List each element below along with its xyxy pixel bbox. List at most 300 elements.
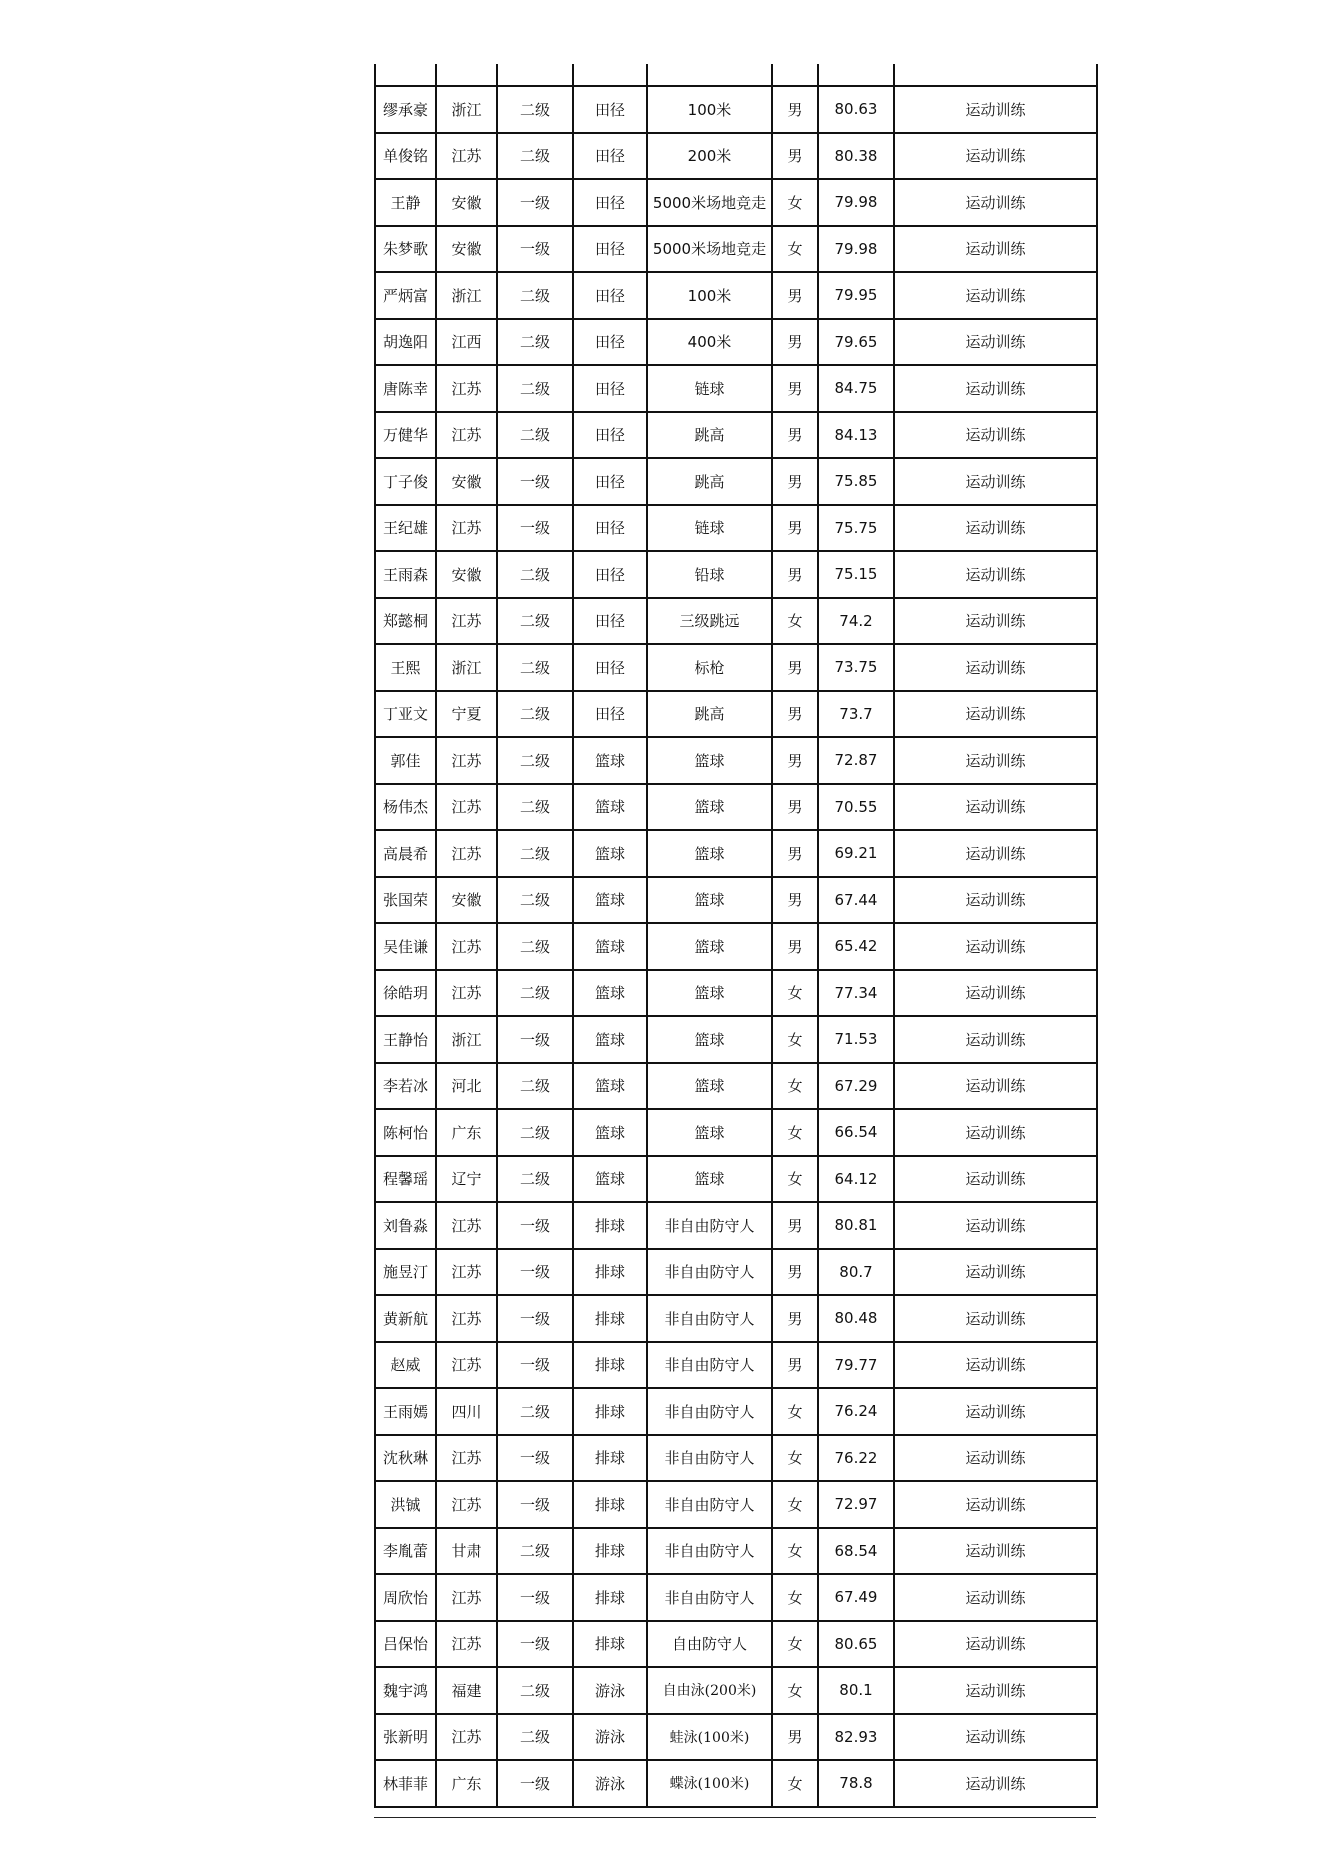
table-row	[375, 1760, 1097, 1807]
cell-province: 安徽	[436, 179, 497, 226]
cell-sport: 篮球	[573, 970, 647, 1017]
table-row	[375, 737, 1097, 784]
cell-major: 运动训练	[894, 1621, 1097, 1668]
cell-athlete-level: 一级	[497, 458, 573, 505]
cell-athlete-level: 一级	[497, 1481, 573, 1528]
table-row	[375, 877, 1097, 924]
cell-score: 75.85	[818, 458, 894, 505]
table-row	[375, 226, 1097, 273]
cell-major: 运动训练	[894, 1528, 1097, 1575]
cell-name: 施昱汀	[375, 1249, 436, 1296]
cell-province: 江苏	[436, 1295, 497, 1342]
cell-event: 蛙泳(100米)	[647, 1714, 772, 1761]
cell-event: 5000米场地竞走	[647, 179, 772, 226]
cell-province: 江苏	[436, 1202, 497, 1249]
cell-sport: 篮球	[573, 737, 647, 784]
cell-name: 李胤蕾	[375, 1528, 436, 1575]
cell-province: 浙江	[436, 1016, 497, 1063]
cell-province: 江苏	[436, 737, 497, 784]
cell-major: 运动训练	[894, 598, 1097, 645]
cell-score: 84.13	[818, 412, 894, 459]
cell-athlete-level: 二级	[497, 272, 573, 319]
cell-athlete-level: 二级	[497, 1388, 573, 1435]
cell-name: 王熙	[375, 644, 436, 691]
cell-event: 非自由防守人	[647, 1435, 772, 1482]
cell-score: 75.75	[818, 505, 894, 552]
cell-gender: 女	[772, 1109, 818, 1156]
cell-gender: 男	[772, 551, 818, 598]
cell-province: 江苏	[436, 505, 497, 552]
cell-name: 朱梦歌	[375, 226, 436, 273]
cell-major: 运动训练	[894, 1342, 1097, 1389]
table-row	[375, 1574, 1097, 1621]
cell-athlete-level: 二级	[497, 86, 573, 133]
cell-athlete-level: 二级	[497, 1063, 573, 1110]
cell-province: 河北	[436, 1063, 497, 1110]
cell-event: 三级跳远	[647, 598, 772, 645]
cell-name: 王雨森	[375, 551, 436, 598]
cell-athlete-level: 二级	[497, 737, 573, 784]
cell-name: 洪铖	[375, 1481, 436, 1528]
cell-gender: 女	[772, 1760, 818, 1807]
cell-score: 69.21	[818, 830, 894, 877]
cell-name: 周欣怡	[375, 1574, 436, 1621]
cell-gender: 女	[772, 1156, 818, 1203]
table-row	[375, 970, 1097, 1017]
cell-sport: 篮球	[573, 1156, 647, 1203]
cell-province: 江苏	[436, 1342, 497, 1389]
cell-athlete-level: 二级	[497, 319, 573, 366]
cell-name: 丁亚文	[375, 691, 436, 738]
cell-province: 四川	[436, 1388, 497, 1435]
cell-province: 江苏	[436, 830, 497, 877]
cell-athlete-level: 一级	[497, 1202, 573, 1249]
cell-score: 82.93	[818, 1714, 894, 1761]
cell-gender: 男	[772, 1249, 818, 1296]
cell-score: 79.98	[818, 179, 894, 226]
cell-sport: 篮球	[573, 1016, 647, 1063]
cell-sport: 田径	[573, 226, 647, 273]
cell-sport: 排球	[573, 1295, 647, 1342]
cell-gender: 女	[772, 226, 818, 273]
table-row	[375, 1435, 1097, 1482]
cell-score: 76.22	[818, 1435, 894, 1482]
cell-province: 江苏	[436, 923, 497, 970]
cell-event: 链球	[647, 365, 772, 412]
cell-sport: 篮球	[573, 830, 647, 877]
cell-sport: 篮球	[573, 877, 647, 924]
cell-score: 65.42	[818, 923, 894, 970]
cell-event: 铅球	[647, 551, 772, 598]
cell-name: 高晨希	[375, 830, 436, 877]
cell-major: 运动训练	[894, 1714, 1097, 1761]
cell-gender: 男	[772, 319, 818, 366]
table-row	[375, 691, 1097, 738]
cell-event: 篮球	[647, 1016, 772, 1063]
cell-event: 跳高	[647, 691, 772, 738]
cell-score: 80.65	[818, 1621, 894, 1668]
cell-province: 安徽	[436, 551, 497, 598]
cell-athlete-level: 二级	[497, 923, 573, 970]
cell-major: 运动训练	[894, 1574, 1097, 1621]
cell-sport: 田径	[573, 691, 647, 738]
cell-athlete-level: 二级	[497, 691, 573, 738]
cell-gender: 男	[772, 1714, 818, 1761]
cell-event: 非自由防守人	[647, 1202, 772, 1249]
cell-sport: 篮球	[573, 923, 647, 970]
cell-score: 70.55	[818, 784, 894, 831]
cell-event: 200米	[647, 133, 772, 180]
cell-event: 标枪	[647, 644, 772, 691]
cell-athlete-level: 一级	[497, 1760, 573, 1807]
cell-name: 张国荣	[375, 877, 436, 924]
cell-major: 运动训练	[894, 412, 1097, 459]
cell-name: 郑懿桐	[375, 598, 436, 645]
cell-sport: 游泳	[573, 1760, 647, 1807]
cell-score: 84.75	[818, 365, 894, 412]
cell-score: 72.87	[818, 737, 894, 784]
table-row	[375, 923, 1097, 970]
cell-province: 江苏	[436, 784, 497, 831]
cell-event: 400米	[647, 319, 772, 366]
cell-major: 运动训练	[894, 458, 1097, 505]
cell-province: 浙江	[436, 644, 497, 691]
cell-gender: 女	[772, 179, 818, 226]
cell-event: 篮球	[647, 923, 772, 970]
cell-athlete-level: 二级	[497, 1528, 573, 1575]
cell-major: 运动训练	[894, 1435, 1097, 1482]
cell-sport: 游泳	[573, 1714, 647, 1761]
cell-score: 80.38	[818, 133, 894, 180]
cell-athlete-level: 二级	[497, 644, 573, 691]
cell-event: 100米	[647, 86, 772, 133]
table-row	[375, 598, 1097, 645]
cell-athlete-level: 二级	[497, 598, 573, 645]
cell-name: 沈秋琳	[375, 1435, 436, 1482]
cell-athlete-level: 一级	[497, 226, 573, 273]
cell-sport: 田径	[573, 319, 647, 366]
cell-athlete-level: 一级	[497, 505, 573, 552]
cell-gender: 女	[772, 598, 818, 645]
cell-name: 单俊铭	[375, 133, 436, 180]
cell-sport: 田径	[573, 598, 647, 645]
cell-name: 程馨瑶	[375, 1156, 436, 1203]
cell-name: 李若冰	[375, 1063, 436, 1110]
cell-score: 64.12	[818, 1156, 894, 1203]
cell-gender: 女	[772, 1621, 818, 1668]
cell-event: 篮球	[647, 877, 772, 924]
cell-gender: 女	[772, 1435, 818, 1482]
table-row	[375, 830, 1097, 877]
cell-province: 江苏	[436, 1435, 497, 1482]
cell-gender: 男	[772, 272, 818, 319]
table-row	[375, 1063, 1097, 1110]
cell-event: 非自由防守人	[647, 1342, 772, 1389]
cell-score: 78.8	[818, 1760, 894, 1807]
cell-athlete-level: 一级	[497, 1342, 573, 1389]
cell-score: 76.24	[818, 1388, 894, 1435]
cell-major: 运动训练	[894, 1063, 1097, 1110]
cell-event: 篮球	[647, 737, 772, 784]
cell-major: 运动训练	[894, 737, 1097, 784]
table-row	[375, 319, 1097, 366]
cell-province: 安徽	[436, 458, 497, 505]
cell-name: 丁子俊	[375, 458, 436, 505]
cell-province: 江苏	[436, 1481, 497, 1528]
cell-major: 运动训练	[894, 1667, 1097, 1714]
cell-name: 魏宇鸿	[375, 1667, 436, 1714]
table-row	[375, 505, 1097, 552]
cell-athlete-level: 二级	[497, 830, 573, 877]
cell-province: 安徽	[436, 877, 497, 924]
cell-sport: 排球	[573, 1481, 647, 1528]
cell-event: 篮球	[647, 784, 772, 831]
table-row	[375, 179, 1097, 226]
table-row	[375, 1295, 1097, 1342]
cell-major: 运动训练	[894, 179, 1097, 226]
cell-name: 王纪雄	[375, 505, 436, 552]
cell-athlete-level: 二级	[497, 1109, 573, 1156]
cell-score: 79.98	[818, 226, 894, 273]
cell-gender: 男	[772, 458, 818, 505]
table-row	[375, 784, 1097, 831]
cell-gender: 男	[772, 644, 818, 691]
cell-event: 篮球	[647, 970, 772, 1017]
cell-sport: 田径	[573, 133, 647, 180]
cell-athlete-level: 二级	[497, 1156, 573, 1203]
roster-body	[375, 64, 1097, 1807]
cell-gender: 女	[772, 1481, 818, 1528]
cell-province: 江苏	[436, 1574, 497, 1621]
table-row	[375, 1156, 1097, 1203]
cell-major: 运动训练	[894, 644, 1097, 691]
cell-event: 100米	[647, 272, 772, 319]
cell-athlete-level: 一级	[497, 1016, 573, 1063]
cell-athlete-level: 一级	[497, 1249, 573, 1296]
cell-event: 自由防守人	[647, 1621, 772, 1668]
cell-sport: 田径	[573, 644, 647, 691]
cell-name: 王静	[375, 179, 436, 226]
cell-major: 运动训练	[894, 365, 1097, 412]
cell-province: 江苏	[436, 365, 497, 412]
cell-score: 72.97	[818, 1481, 894, 1528]
table-row	[375, 1714, 1097, 1761]
cell-event: 非自由防守人	[647, 1388, 772, 1435]
cell-score: 73.7	[818, 691, 894, 738]
cell-event: 篮球	[647, 1156, 772, 1203]
cell-sport: 排球	[573, 1202, 647, 1249]
table-row	[375, 272, 1097, 319]
cell-major: 运动训练	[894, 877, 1097, 924]
cell-province: 江苏	[436, 970, 497, 1017]
table-row	[375, 412, 1097, 459]
cell-gender: 女	[772, 970, 818, 1017]
cell-athlete-level: 二级	[497, 551, 573, 598]
cell-athlete-level: 二级	[497, 133, 573, 180]
cell-province: 广东	[436, 1760, 497, 1807]
cell-major: 运动训练	[894, 830, 1097, 877]
cell-score: 67.44	[818, 877, 894, 924]
cell-gender: 男	[772, 1202, 818, 1249]
cell-sport: 田径	[573, 458, 647, 505]
cell-name: 唐陈幸	[375, 365, 436, 412]
cell-score: 80.63	[818, 86, 894, 133]
cell-sport: 田径	[573, 86, 647, 133]
cell-major: 运动训练	[894, 1295, 1097, 1342]
cell-athlete-level: 二级	[497, 365, 573, 412]
cell-name: 黄新航	[375, 1295, 436, 1342]
cell-name: 王雨嫣	[375, 1388, 436, 1435]
cell-sport: 游泳	[573, 1667, 647, 1714]
cell-name: 张新明	[375, 1714, 436, 1761]
cell-major: 运动训练	[894, 133, 1097, 180]
cell-name: 赵威	[375, 1342, 436, 1389]
cell-score: 71.53	[818, 1016, 894, 1063]
cell-name: 林菲菲	[375, 1760, 436, 1807]
cell-province: 江苏	[436, 133, 497, 180]
cell-athlete-level: 二级	[497, 1714, 573, 1761]
footer-rule	[374, 1817, 1096, 1818]
cell-major: 运动训练	[894, 272, 1097, 319]
cell-score: 80.7	[818, 1249, 894, 1296]
cell-score: 67.49	[818, 1574, 894, 1621]
cell-sport: 篮球	[573, 784, 647, 831]
cell-event: 自由泳(200米)	[647, 1667, 772, 1714]
cell-athlete-level: 二级	[497, 784, 573, 831]
cell-event: 非自由防守人	[647, 1481, 772, 1528]
table-row	[375, 1481, 1097, 1528]
cell-event: 跳高	[647, 412, 772, 459]
cell-province: 江西	[436, 319, 497, 366]
cell-sport: 排球	[573, 1249, 647, 1296]
cell-major: 运动训练	[894, 784, 1097, 831]
cell-athlete-level: 一级	[497, 1621, 573, 1668]
cell-province: 江苏	[436, 598, 497, 645]
cell-event: 蝶泳(100米)	[647, 1760, 772, 1807]
table-row	[375, 1202, 1097, 1249]
cell-major: 运动训练	[894, 1016, 1097, 1063]
cell-gender: 男	[772, 923, 818, 970]
cell-athlete-level: 二级	[497, 970, 573, 1017]
table-row	[375, 86, 1097, 133]
cell-sport: 篮球	[573, 1109, 647, 1156]
table-row	[375, 1249, 1097, 1296]
cell-major: 运动训练	[894, 923, 1097, 970]
cell-major: 运动训练	[894, 1760, 1097, 1807]
cell-gender: 女	[772, 1528, 818, 1575]
cell-score: 73.75	[818, 644, 894, 691]
cell-province: 广东	[436, 1109, 497, 1156]
cell-province: 江苏	[436, 1621, 497, 1668]
cell-event: 5000米场地竞走	[647, 226, 772, 273]
cell-athlete-level: 二级	[497, 412, 573, 459]
cell-event: 非自由防守人	[647, 1528, 772, 1575]
table-row	[375, 1528, 1097, 1575]
cell-province: 福建	[436, 1667, 497, 1714]
cell-name: 胡逸阳	[375, 319, 436, 366]
cell-major: 运动训练	[894, 505, 1097, 552]
cell-score: 79.65	[818, 319, 894, 366]
table-row	[375, 551, 1097, 598]
cell-sport: 田径	[573, 505, 647, 552]
cell-gender: 女	[772, 1016, 818, 1063]
table-row	[375, 1342, 1097, 1389]
cell-score: 75.15	[818, 551, 894, 598]
cell-major: 运动训练	[894, 1249, 1097, 1296]
cell-sport: 排球	[573, 1342, 647, 1389]
cell-score: 79.77	[818, 1342, 894, 1389]
cell-sport: 田径	[573, 551, 647, 598]
cell-major: 运动训练	[894, 1202, 1097, 1249]
cell-major: 运动训练	[894, 970, 1097, 1017]
cell-name: 吕保怡	[375, 1621, 436, 1668]
cell-name: 王静怡	[375, 1016, 436, 1063]
cell-name: 严炳富	[375, 272, 436, 319]
cell-gender: 女	[772, 1063, 818, 1110]
cell-sport: 排球	[573, 1388, 647, 1435]
cell-name: 徐皓玥	[375, 970, 436, 1017]
cell-gender: 男	[772, 877, 818, 924]
cell-major: 运动训练	[894, 319, 1097, 366]
cell-gender: 男	[772, 830, 818, 877]
cell-gender: 男	[772, 133, 818, 180]
cell-name: 缪承豪	[375, 86, 436, 133]
cell-sport: 排球	[573, 1435, 647, 1482]
cell-sport: 田径	[573, 365, 647, 412]
cell-gender: 男	[772, 505, 818, 552]
table-row	[375, 365, 1097, 412]
cell-gender: 男	[772, 1342, 818, 1389]
cell-major: 运动训练	[894, 1156, 1097, 1203]
cell-event: 非自由防守人	[647, 1295, 772, 1342]
cell-athlete-level: 一级	[497, 179, 573, 226]
cell-event: 篮球	[647, 1109, 772, 1156]
cell-score: 66.54	[818, 1109, 894, 1156]
table-continuation-row	[375, 64, 1097, 86]
cell-name: 杨伟杰	[375, 784, 436, 831]
table-row	[375, 1388, 1097, 1435]
cell-sport: 排球	[573, 1574, 647, 1621]
cell-athlete-level: 一级	[497, 1435, 573, 1482]
cell-gender: 男	[772, 1295, 818, 1342]
table-row	[375, 133, 1097, 180]
cell-athlete-level: 一级	[497, 1295, 573, 1342]
cell-name: 万健华	[375, 412, 436, 459]
cell-score: 67.29	[818, 1063, 894, 1110]
cell-gender: 男	[772, 365, 818, 412]
table-row	[375, 1667, 1097, 1714]
cell-province: 江苏	[436, 1249, 497, 1296]
cell-event: 跳高	[647, 458, 772, 505]
cell-major: 运动训练	[894, 1109, 1097, 1156]
cell-province: 江苏	[436, 412, 497, 459]
cell-province: 辽宁	[436, 1156, 497, 1203]
cell-score: 80.81	[818, 1202, 894, 1249]
cell-name: 刘鲁淼	[375, 1202, 436, 1249]
cell-gender: 女	[772, 1388, 818, 1435]
cell-event: 非自由防守人	[647, 1249, 772, 1296]
table-row	[375, 458, 1097, 505]
cell-gender: 女	[772, 1574, 818, 1621]
cell-province: 宁夏	[436, 691, 497, 738]
cell-major: 运动训练	[894, 1481, 1097, 1528]
cell-athlete-level: 一级	[497, 1574, 573, 1621]
cell-sport: 田径	[573, 412, 647, 459]
table-row	[375, 1016, 1097, 1063]
cell-sport: 田径	[573, 179, 647, 226]
cell-event: 篮球	[647, 830, 772, 877]
cell-gender: 男	[772, 86, 818, 133]
